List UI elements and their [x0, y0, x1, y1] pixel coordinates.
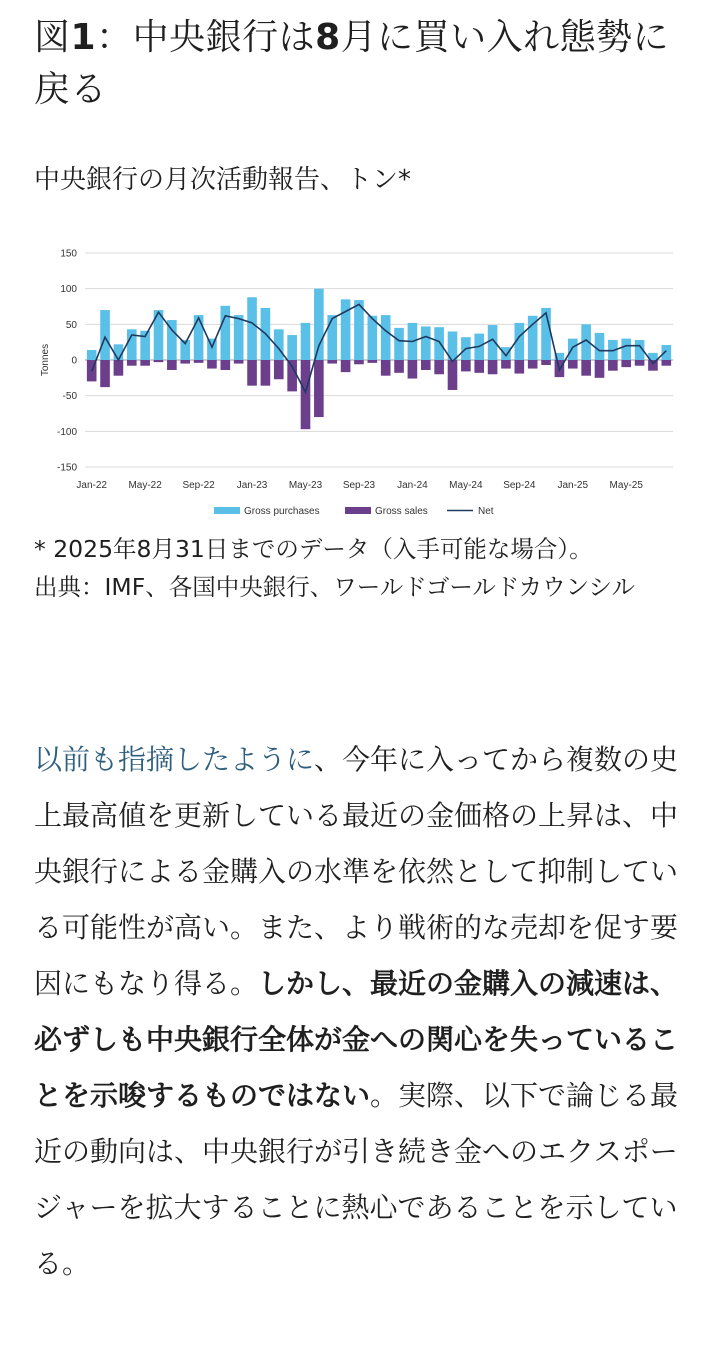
bar-gross-sales — [207, 360, 217, 369]
bar-gross-purchases — [87, 350, 97, 360]
central-bank-activity-chart — [0, 236, 720, 526]
bar-gross-sales — [100, 360, 110, 387]
legend — [214, 506, 494, 517]
bar-gross-sales — [568, 360, 578, 369]
x-tick-label: May-23 — [288, 480, 323, 491]
y-axis-label: Tonnes — [40, 343, 51, 377]
previous-article-link[interactable]: 以前も指摘したように — [34, 743, 315, 776]
bar-gross-purchases — [434, 327, 444, 360]
bar-gross-sales — [287, 360, 297, 391]
bar-gross-sales — [541, 360, 551, 365]
bar-gross-sales — [114, 360, 124, 376]
chart-title — [34, 12, 694, 116]
bar-gross-purchases — [501, 347, 511, 360]
x-tick-label: Sep-24 — [503, 480, 536, 491]
bar-gross-purchases — [234, 315, 244, 360]
bar-gross-purchases — [301, 323, 311, 360]
footnote-data-note: * 2025年8月31日までのデータ（入手可能な場合）。 — [34, 535, 593, 563]
paragraph-bold-text: しかし、最近の金購入の減速は、必ずしも中央銀行全体が金への関心を失っていることを示唆するものではない — [34, 967, 679, 1112]
title-sep: ：中央銀行は — [96, 17, 316, 58]
y-tick-label: 0 — [71, 355, 77, 367]
bar-gross-sales — [247, 360, 257, 386]
article-paragraph — [34, 732, 684, 1292]
bar-gross-sales — [488, 360, 498, 374]
bar-gross-sales — [394, 360, 404, 373]
y-tick-label: -150 — [56, 462, 77, 474]
x-tick-label: Jan-25 — [557, 480, 589, 491]
footnote-source: 出典：IMF、各国中央銀行、ワールドゴールドカウンシル — [34, 573, 635, 601]
bar-gross-purchases — [381, 315, 391, 360]
x-tick-label: Sep-22 — [182, 480, 215, 491]
bar-gross-sales — [140, 360, 150, 366]
bar-gross-sales — [327, 360, 337, 364]
y-tick-label: 100 — [60, 284, 77, 296]
legend-label-purchases: Gross purchases — [244, 506, 320, 517]
legend-swatch-sales — [345, 507, 371, 514]
x-tick-label: Jan-22 — [76, 480, 107, 491]
bar-gross-sales — [635, 360, 645, 366]
bar-gross-purchases — [568, 339, 578, 360]
bar-gross-sales — [221, 360, 231, 370]
chart-footnote — [34, 530, 694, 606]
bar-gross-purchases — [207, 339, 217, 360]
bar-gross-purchases — [341, 299, 351, 360]
paragraph-text-2: 。実際、以下で論じる最近の動向は、中央銀行が引き続き金へのエクスポージャーを拡大することに熱心であることを示している。 — [34, 1079, 679, 1280]
title-number: 1 — [70, 17, 97, 58]
x-tick-label: May-24 — [449, 480, 483, 491]
bar-gross-purchases — [100, 310, 110, 360]
bar-gross-purchases — [421, 326, 431, 360]
y-tick-label: 150 — [60, 248, 77, 260]
bar-gross-purchases — [247, 297, 257, 360]
y-tick-label: -50 — [62, 391, 77, 403]
bar-gross-sales — [448, 360, 458, 390]
bar-gross-sales — [127, 360, 137, 366]
bar-gross-purchases — [194, 315, 204, 360]
bar-gross-purchases — [394, 328, 404, 360]
bar-gross-sales — [341, 360, 351, 372]
bar-gross-sales — [595, 360, 605, 378]
legend-label-sales: Gross sales — [375, 506, 428, 517]
bar-gross-sales — [180, 360, 190, 364]
bar-gross-sales — [314, 360, 324, 417]
bar-gross-sales — [501, 360, 511, 369]
x-tick-label: May-25 — [609, 480, 643, 491]
bar-gross-sales — [621, 360, 631, 367]
bar-gross-sales — [648, 360, 658, 371]
title-month: 8 — [315, 17, 341, 58]
bar-gross-purchases — [595, 333, 605, 360]
bar-gross-purchases — [127, 329, 137, 360]
bar-gross-purchases — [221, 306, 231, 360]
bar-gross-sales — [274, 360, 284, 379]
y-tick-label: 50 — [65, 319, 77, 331]
bar-gross-sales — [608, 360, 618, 371]
bar-gross-sales — [167, 360, 177, 370]
bar-gross-purchases — [287, 335, 297, 360]
bars — [87, 289, 671, 430]
bar-gross-purchases — [621, 339, 631, 360]
bar-gross-sales — [434, 360, 444, 374]
y-axis-tick-labels — [57, 249, 77, 474]
title-rest: 月に買い入れ態勢に戻る — [34, 17, 670, 110]
bar-gross-sales — [461, 360, 471, 371]
bar-gross-sales — [515, 360, 525, 374]
x-tick-label: Jan-24 — [397, 480, 428, 491]
bar-gross-sales — [662, 360, 672, 366]
title-prefix: 図 — [34, 17, 71, 58]
bar-gross-purchases — [314, 289, 324, 360]
net-line — [92, 304, 667, 392]
bar-gross-sales — [154, 360, 164, 362]
bar-gross-sales — [194, 360, 204, 363]
x-tick-label: May-22 — [128, 480, 162, 491]
bar-gross-purchases — [662, 345, 672, 360]
legend-swatch-purchases — [214, 507, 240, 514]
bar-gross-sales — [581, 360, 591, 376]
x-tick-label: Sep-23 — [342, 480, 376, 491]
bar-gross-sales — [408, 360, 418, 379]
x-axis-tick-labels — [76, 480, 643, 491]
bar-gross-sales — [368, 360, 378, 363]
paragraph-text-1: 、今年に入ってから複数の史上最高値を更新している最近の金価格の上昇は、中央銀行による金購入の水準を依然として抑制している可能性が高い。また、より戦術的な売却を促す要因にもなり得る。 — [34, 743, 679, 1000]
bar-gross-sales — [421, 360, 431, 370]
bar-gross-sales — [474, 360, 484, 373]
x-tick-label: Jan-23 — [236, 480, 268, 491]
bar-gross-sales — [528, 360, 538, 369]
bar-gross-sales — [234, 360, 244, 364]
bar-gross-sales — [354, 360, 364, 364]
legend-label-net: Net — [478, 506, 494, 517]
bar-gross-sales — [261, 360, 271, 386]
chart-subtitle: 中央銀行の月次活動報告、トン* — [34, 165, 412, 195]
bar-gross-sales — [381, 360, 391, 376]
bar-gross-sales — [301, 360, 311, 429]
bar-gross-purchases — [327, 315, 337, 360]
y-tick-label: -100 — [56, 426, 77, 438]
